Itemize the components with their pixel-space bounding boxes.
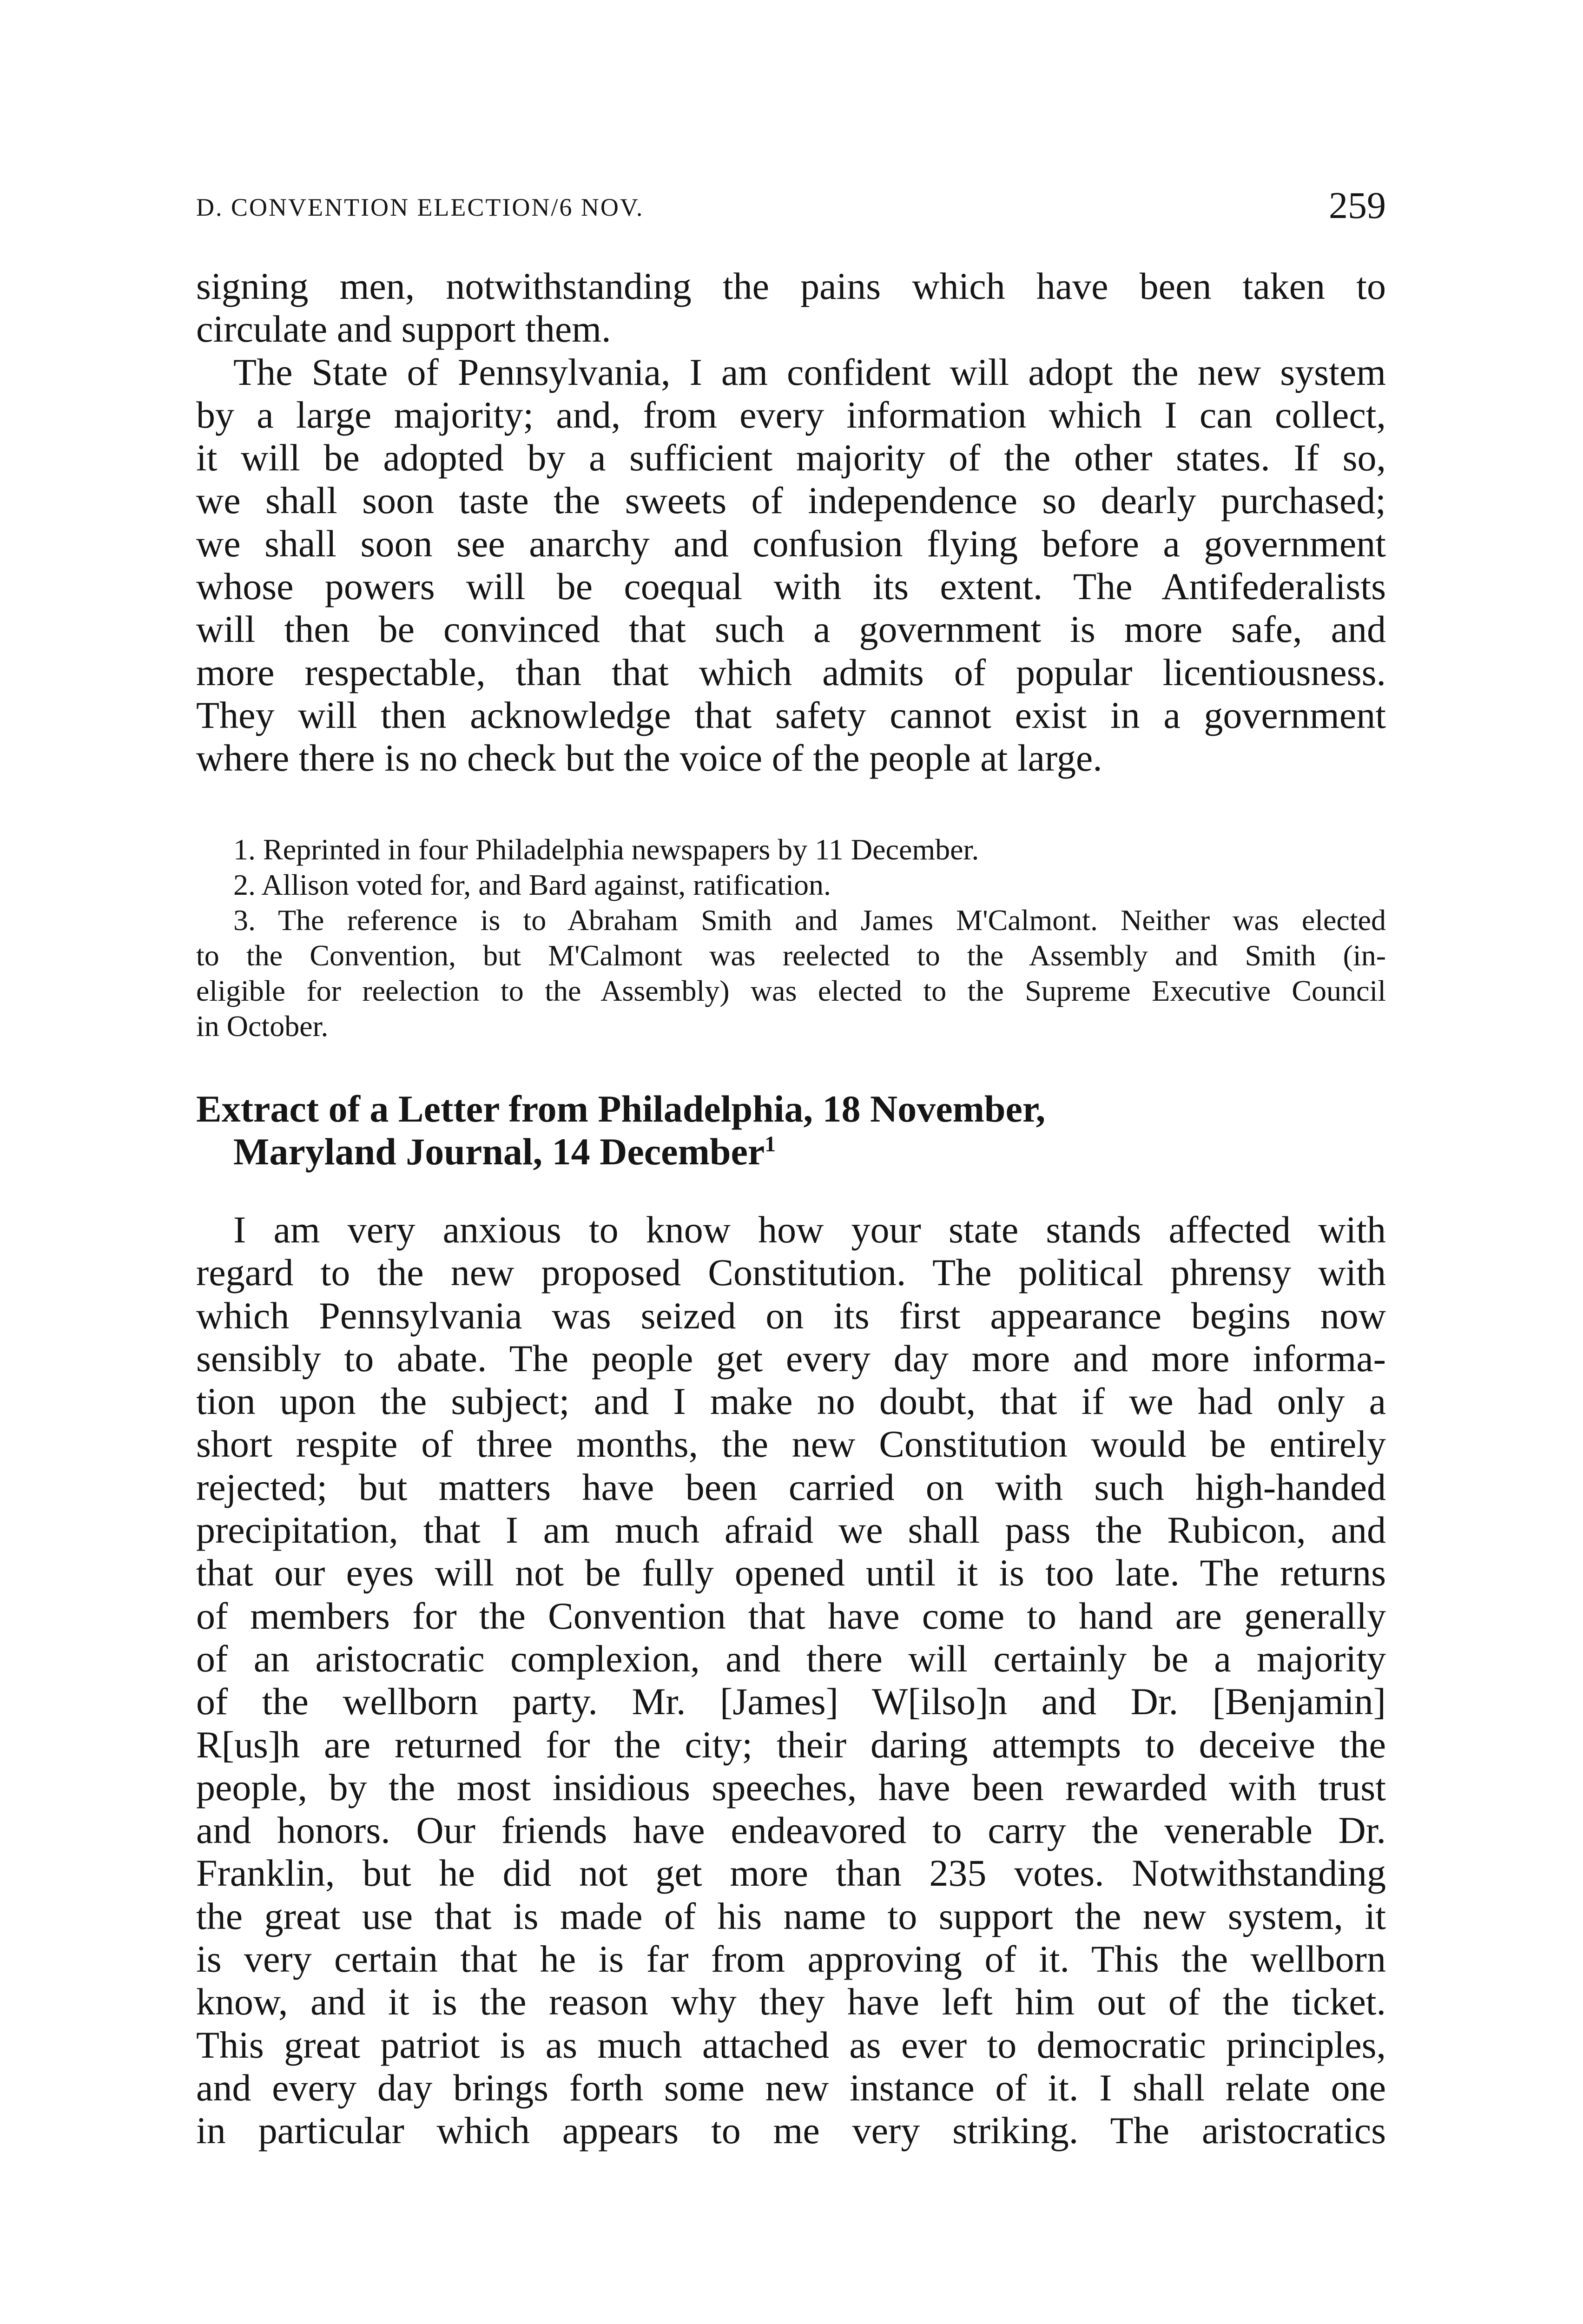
text-line: whose powers will be coequal with its extent. The Antifederalists xyxy=(196,565,1386,608)
text-line: we shall soon see anarchy and confusion flying before a government xyxy=(196,522,1386,565)
text-line: by a large majority; and, from every information which I can collect, xyxy=(196,393,1386,436)
letter-body xyxy=(196,1208,1386,2152)
text-line: I am very anxious to know how your state stands affected with xyxy=(233,1208,1386,1251)
text-line: tion upon the subject; and I make no doubt, that if we had only a xyxy=(196,1380,1386,1423)
text-line: of an aristocratic complexion, and there will certainly be a majority xyxy=(196,1637,1386,1680)
footnote-3-cont: to the Convention, but M'Calmont was reelected to the Assembly and Smith (in- xyxy=(196,939,1386,972)
text-line: more respectable, than that which admits of popular licentiousness. xyxy=(196,651,1386,693)
text-line: sensibly to abate. The people get every day more and more informa- xyxy=(196,1337,1386,1380)
footnote-2: 2. Allison voted for, and Bard against, ratification. xyxy=(233,868,831,901)
text-line: They will then acknowledge that safety cannot exist in a government xyxy=(196,693,1386,736)
heading-line-2 xyxy=(196,1130,1386,1173)
text-line: R[us]h are returned for the city; their daring attempts to deceive the xyxy=(196,1723,1386,1766)
text-line: will then be convinced that such a government is more safe, and xyxy=(196,608,1386,651)
footnotes xyxy=(196,832,1386,1044)
text-line: regard to the new proposed Constitution. The political phrensy with xyxy=(196,1251,1386,1294)
text-line: people, by the most insidious speeches, have been rewarded with trust xyxy=(196,1766,1386,1809)
footnote-3-cont: in October. xyxy=(196,1010,329,1043)
section-title: D. CONVENTION ELECTION/6 NOV. xyxy=(196,193,644,221)
text-line: of members for the Convention that have come to hand are generally xyxy=(196,1594,1386,1637)
text-line: precipitation, that I am much afraid we shall pass the Rubicon, and xyxy=(196,1509,1386,1552)
text-line: and honors. Our friends have endeavored to carry the venerable Dr. xyxy=(196,1809,1386,1852)
heading-line-1: Extract of a Letter from Philadelphia, 18 November, xyxy=(196,1088,1046,1130)
text-line: Franklin, but he did not get more than 235 votes. Notwithstanding xyxy=(196,1852,1386,1895)
text-line: it will be adopted by a sufficient majority of the other states. If so, xyxy=(196,436,1386,479)
document-heading xyxy=(196,1088,1386,1173)
heading-line-2-text: Maryland Journal, 14 December xyxy=(233,1130,765,1173)
footnote-marker: 1 xyxy=(765,1132,776,1156)
text-line: This great patriot is as much attached as ever to democratic principles, xyxy=(196,2023,1386,2066)
page-number: 259 xyxy=(1329,184,1386,226)
text-line: which Pennsylvania was seized on its first appearance begins now xyxy=(196,1294,1386,1337)
text-line: we shall soon taste the sweets of independence so dearly purchased; xyxy=(196,479,1386,522)
running-header xyxy=(196,184,1386,239)
text-line: the great use that is made of his name to support the new system, it xyxy=(196,1895,1386,1937)
text-line: The State of Pennsylvania, I am confident will adopt the new system xyxy=(233,350,1386,393)
paragraph-continued-letter xyxy=(196,265,1386,780)
text-line: short respite of three months, the new Constitution would be entirely xyxy=(196,1423,1386,1466)
footnote-3: 3. The reference is to Abraham Smith and James M'Calmont. Neither was elected xyxy=(233,904,1386,937)
text-line: that our eyes will not be fully opened until it is too late. The returns xyxy=(196,1552,1386,1594)
text-line: is very certain that he is far from approving of it. This the wellborn xyxy=(196,1938,1386,1981)
text-line: of the wellborn party. Mr. [James] W[ilso]n and Dr. [Benjamin] xyxy=(196,1680,1386,1723)
footnote-3-cont: eligible for reelection to the Assembly) was elected to the Supreme Executive Council xyxy=(196,974,1386,1007)
text-line: where there is no check but the voice of the people at large. xyxy=(196,737,1102,779)
text-line: circulate and support them. xyxy=(196,308,611,350)
text-line: rejected; but matters have been carried on with such high-handed xyxy=(196,1466,1386,1508)
footnote-1: 1. Reprinted in four Philadelphia newspapers by 11 December. xyxy=(233,833,979,866)
text-line: in particular which appears to me very striking. The aristocratics xyxy=(196,2109,1386,2152)
text-line: know, and it is the reason why they have left him out of the ticket. xyxy=(196,1981,1386,2023)
text-line: signing men, notwithstanding the pains which have been taken to xyxy=(196,265,1386,307)
text-line: and every day brings forth some new instance of it. I shall relate one xyxy=(196,2066,1386,2109)
